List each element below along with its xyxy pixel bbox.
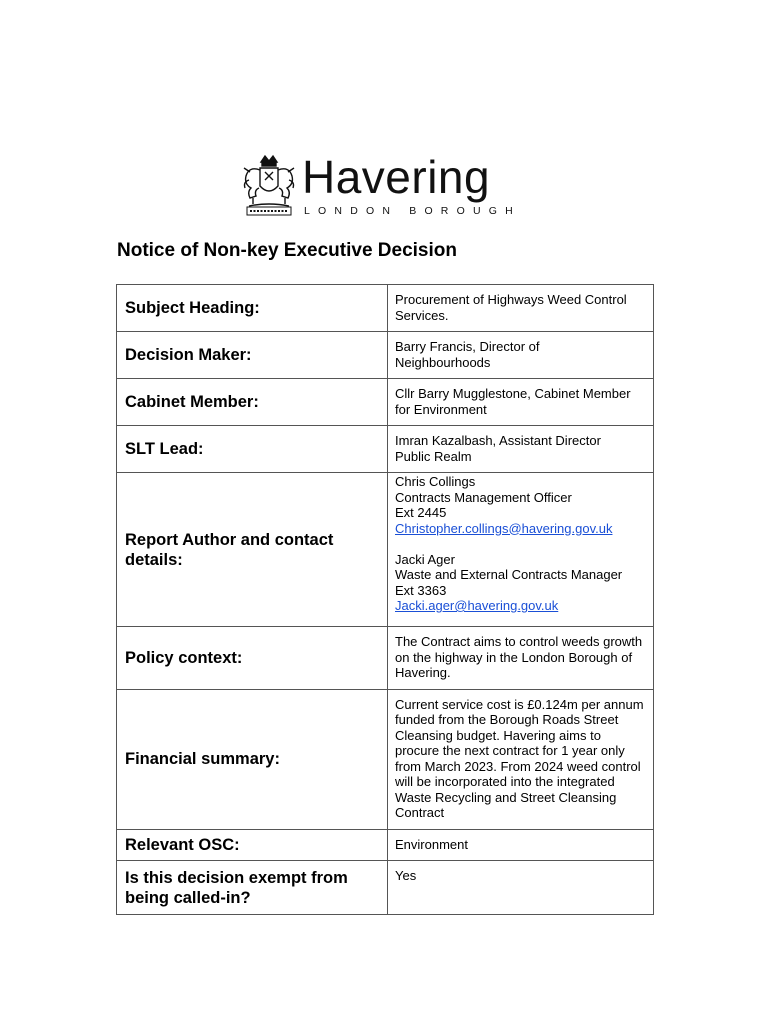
table-row — [117, 285, 654, 332]
slt-lead-value — [388, 426, 654, 473]
page-title: Notice of Non-key Executive Decision — [117, 240, 457, 261]
contact1-email-link[interactable]: Christopher.collings@havering.gov.uk — [395, 520, 613, 536]
contact2-email-link[interactable]: Jacki.ager@havering.gov.uk — [395, 598, 559, 613]
spacer — [395, 536, 645, 552]
exempt-label: Is this decision exempt from being called-in? — [117, 861, 388, 915]
decision-table — [116, 284, 654, 915]
table-row — [117, 473, 654, 627]
contact1-ext: Ext 2445 — [395, 505, 447, 520]
cabinet-member-label: Cabinet Member: — [117, 379, 388, 426]
slt-lead-line1: Imran Kazalbash, Assistant Director — [395, 433, 601, 448]
policy-context-value: The Contract aims to control weeds growth on the highway in the London Borough of Havering. — [388, 627, 654, 690]
table-row — [117, 627, 654, 690]
policy-context-label: Policy context: — [117, 627, 388, 690]
borough-crest-icon — [241, 152, 297, 218]
subject-heading-label: Subject Heading: — [117, 285, 388, 332]
report-author-value — [388, 473, 654, 627]
logo-wordmark: Havering — [302, 151, 491, 203]
decision-maker-value — [388, 332, 654, 379]
table-row — [117, 379, 654, 426]
contact2-ext: Ext 3363 — [395, 582, 447, 598]
contact1-name: Chris Collings — [395, 474, 476, 489]
slt-lead-line2: Public Realm — [395, 448, 472, 464]
cabinet-member-value: Cllr Barry Mugglestone, Cabinet Member for Environment — [388, 379, 654, 426]
decision-maker-line1: Barry Francis, Director of — [395, 339, 540, 354]
report-author-label: Report Author and contact details: — [117, 473, 388, 627]
contact2-role: Waste and External Contracts Manager — [395, 567, 623, 582]
contact1-role: Contracts Management Officer — [395, 489, 572, 505]
relevant-osc-label: Relevant OSC: — [117, 829, 388, 861]
financial-summary-label: Financial summary: — [117, 689, 388, 829]
havering-logo — [241, 152, 521, 222]
relevant-osc-value: Environment — [388, 829, 654, 861]
table-row — [117, 829, 654, 861]
table-row — [117, 689, 654, 829]
table-row — [117, 861, 654, 915]
logo-subtitle: LONDON BOROUGH — [304, 205, 521, 217]
decision-maker-label: Decision Maker: — [117, 332, 388, 379]
subject-heading-value: Procurement of Highways Weed Control Services. — [388, 285, 654, 332]
contact2-name: Jacki Ager — [395, 551, 455, 567]
slt-lead-label: SLT Lead: — [117, 426, 388, 473]
decision-maker-line2: Neighbourhoods — [395, 354, 491, 370]
exempt-value: Yes — [388, 861, 654, 915]
table-row — [117, 426, 654, 473]
table-row — [117, 332, 654, 379]
financial-summary-value: Current service cost is £0.124m per annum funded from the Borough Roads Street Cleansing budget. Havering aims to procure the next contract for 1 year only from March 2023. From 2024 weed control will be incorporated into the integrated Waste Recycling and Street Cleansing Contract — [388, 689, 654, 829]
